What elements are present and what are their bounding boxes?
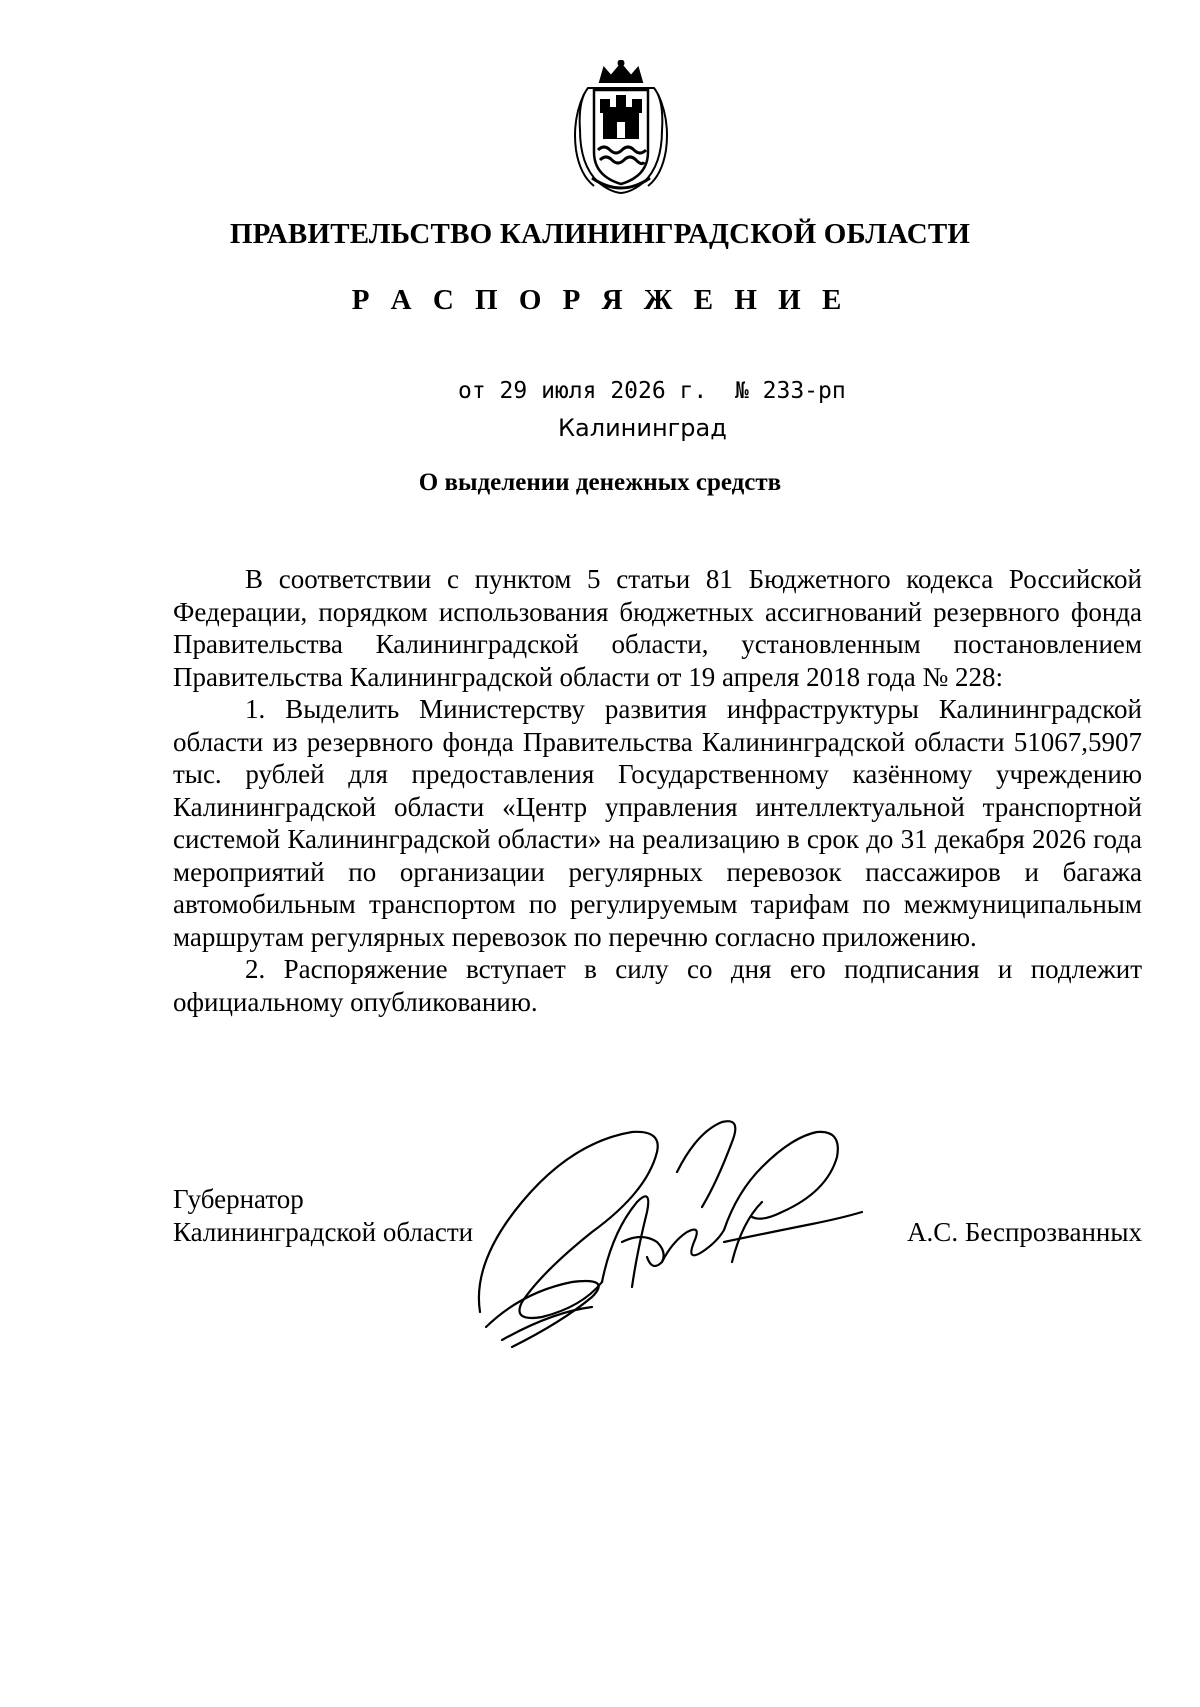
clause-2-paragraph: 2. Распоряжение вступает в силу со дня его подписания и подлежит официальному опубликованию. [173, 954, 1142, 1017]
signatory-position-line1: Губернатор [173, 1184, 304, 1214]
document-date-number: от 29 июля 2026 г. № 233-рп [458, 378, 846, 404]
document-type-heading: Р А С П О Р Я Ж Е Н И Е [351, 284, 849, 316]
coat-of-arms-icon [558, 60, 685, 195]
clause-1-paragraph: 1. Выделить Министерству развития инфраструктуры Калининградской области из резервного фонда Правительства Калининградской области 51067,5907 тыс. рублей для предоставления Государственному казённому учреждению Калининградской области «Центр управления интеллектуальной транспортной системой Калининградской области» на реализацию в срок до 31 декабря 2026 года мероприятий по организации регулярных перевозок пассажиров и багажа автомобильным транспортом по регулируемым тарифам по межмуниципальным маршрутам регулярных перевозок по перечню согласно приложению. [173, 694, 1142, 952]
organization-title: ПРАВИТЕЛЬСТВО КАЛИНИНГРАДСКОЙ ОБЛАСТИ [229, 218, 971, 250]
document-subject: О выделении денежных средств [418, 469, 782, 496]
document-city: Калининград [558, 414, 727, 442]
signatory-position [173, 1183, 473, 1249]
preamble-paragraph: В соответствии с пунктом 5 статьи 81 Бюджетного кодекса Российской Федерации, порядком использования бюджетных ассигнований резервного фонда Правительства Калининградской области, установленным постановлением Правительства Калининградской области от 19 апреля 2018 года № 228: [173, 564, 1142, 692]
signatory-position-line2: Калининградской области [173, 1217, 474, 1247]
signatory-name: А.С. Беспрозванных [907, 1217, 1142, 1247]
document-body [173, 563, 1142, 1018]
handwritten-signature-icon [462, 1112, 902, 1362]
